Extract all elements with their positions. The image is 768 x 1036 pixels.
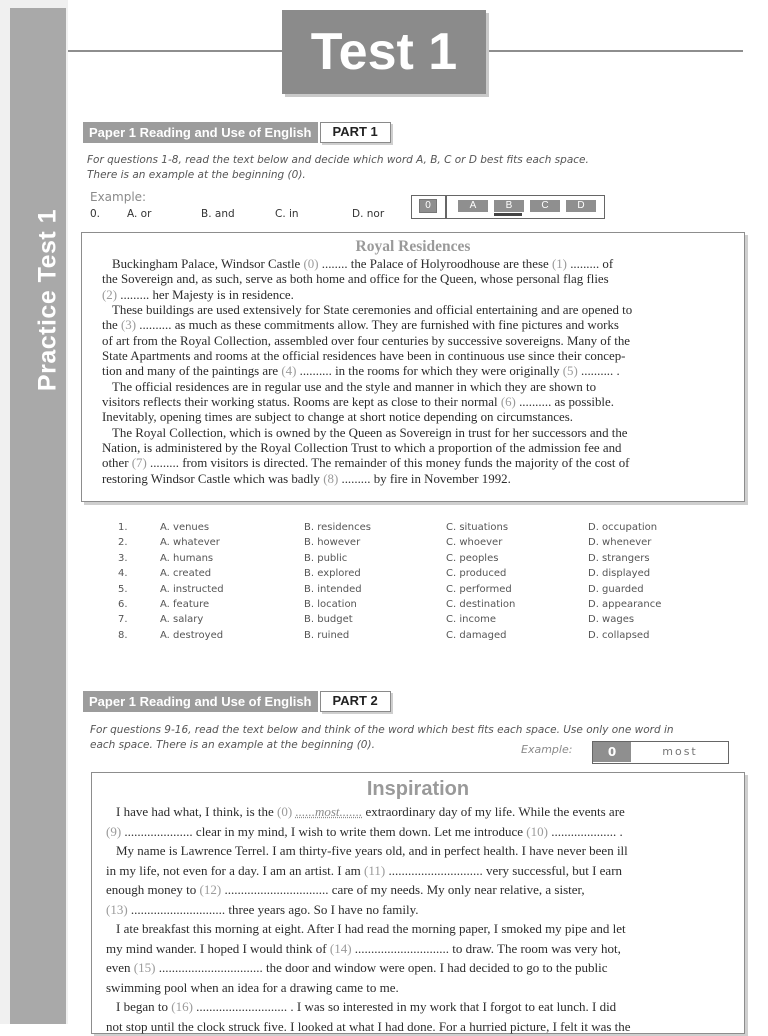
- option-a: A. destroyed: [160, 629, 224, 641]
- option-number: 7.: [118, 614, 128, 626]
- option-row: [118, 614, 678, 629]
- option-row: [118, 584, 678, 599]
- answer-selected-mark: [494, 213, 522, 216]
- part1-answer-grid: [411, 195, 605, 219]
- gap-number: (0): [277, 804, 293, 819]
- practice-test-label: Practice Test 1: [33, 208, 62, 392]
- paragraph: These buildings are used extensively for State ceremonies and official entertaining and are opened to the (3) .......... as much as these commitments allow. They are furnished with fine pictures and works of art from the Royal Collection, assembled over four centuries by successive sovereigns. Many of the State Apartments and rooms at the official residences have been in continuous use since their concep- tion and many of the paintings are (4) .......... in the rooms for which they were originally (5) .......... .: [102, 303, 633, 379]
- example-answer-inline: ......most.......: [295, 804, 363, 819]
- gap-number: (2): [102, 287, 118, 302]
- gap-number: (13): [106, 901, 128, 917]
- option-b: B. location: [304, 598, 357, 610]
- part2-example-number: 0: [593, 742, 631, 762]
- option-b: B. however: [304, 537, 361, 549]
- part1-example-option-a: A. or: [127, 208, 152, 220]
- part2-part-label: PART 2: [320, 691, 391, 712]
- option-number: 3.: [118, 552, 128, 564]
- option-b: B. residences: [304, 522, 371, 533]
- part1-instructions-line: There is an example at the beginning (0).: [87, 169, 306, 181]
- option-d: D. displayed: [588, 568, 651, 580]
- option-row: [118, 522, 678, 537]
- paragraph: The official residences are in regular use and the style and manner in which they are shown to visitors reflects their working status. Rooms are kept as close to their normal (6) .......... as possible. Inevitably, opening times are subject to change at short notice depending on circumstances.: [102, 379, 614, 425]
- paragraph: I have had what, I think, is the (0) ......most....... extraordinary day of my life. While the events are (9) ..................... clear in my mind, I wish to write them down. Let me introduce (10) .................... .: [106, 804, 625, 839]
- option-d: D. collapsed: [588, 629, 650, 641]
- option-d: D. whenever: [588, 537, 652, 549]
- option-c: C. damaged: [446, 629, 507, 641]
- paragraph: I ate breakfast this morning at eight. After I had read the morning paper, I smoked my pipe and let my mind wander. I hoped I would think of (14) ............................. to draw. The room was very hot, even (15) ................................ the door and window were open. I had decided to go to the public swimming pool when an idea for a drawing came to me.: [106, 921, 626, 995]
- option-a: A. whatever: [160, 537, 220, 549]
- part2-example-box: [592, 741, 729, 764]
- part1-text-title: Royal Residences: [355, 238, 471, 255]
- part2-example-answer: most: [662, 745, 698, 758]
- option-a: A. instructed: [160, 583, 224, 595]
- paragraph: My name is Lawrence Terrel. I am thirty-five years old, and in perfect health. I have never been ill in my life, not even for a day. I am an artist. I am (11) ............................. very successful, but I earn enough money to (12) ................................ care of my needs. My only near relative, a sister, (13) ............................. three years ago. So I have no family.: [106, 843, 628, 917]
- option-b: B. intended: [304, 583, 362, 595]
- option-number: 1.: [118, 522, 128, 533]
- answer-grid-divider: [445, 196, 447, 218]
- gap-number: (16): [171, 999, 193, 1014]
- part1-instructions-line: For questions 1-8, read the text below and decide which word A, B, C or D best fits each space.: [87, 154, 589, 166]
- part1-example-option-c: C. in: [275, 208, 299, 220]
- gap-number: (0): [303, 257, 319, 271]
- gap-number: (6): [500, 395, 516, 410]
- option-c: C. income: [446, 614, 496, 626]
- part1-instructions: [87, 153, 727, 183]
- gap-number: (8): [323, 471, 339, 486]
- option-row: [118, 599, 678, 614]
- option-c: C. performed: [446, 583, 512, 595]
- gap-number: (7): [131, 456, 147, 471]
- part2-instructions-line: For questions 9-16, read the text below and think of the word which best fits each space. Use only one word in: [90, 724, 674, 736]
- gap-number: (5): [562, 364, 578, 379]
- option-c: C. destination: [446, 598, 516, 610]
- gap-number: (10): [526, 823, 548, 839]
- gap-number: (11): [364, 862, 386, 878]
- option-b: B. public: [304, 552, 348, 564]
- option-d: D. appearance: [588, 598, 662, 610]
- gap-number: (1): [551, 257, 567, 271]
- gap-number: (14): [329, 940, 352, 956]
- option-d: D. occupation: [588, 522, 658, 533]
- paragraph: Buckingham Palace, Windsor Castle (0) ........ the Palace of Holyroodhouse are these (1) ......... of the Sovereign and, as such, serve as both home and office for the Queen, whose personal flag flies (2) ......... her Majesty is in residence.: [102, 257, 614, 302]
- option-number: 4.: [118, 568, 128, 580]
- part1-part-label: PART 1: [320, 122, 391, 143]
- part2-text-title: Inspiration: [366, 778, 470, 800]
- option-a: A. humans: [160, 552, 214, 564]
- part1-example-label: Example:: [90, 190, 147, 204]
- option-c: C. whoever: [446, 537, 503, 549]
- page-title: Test 1: [282, 10, 486, 94]
- option-row: [118, 537, 678, 552]
- gap-number: (9): [106, 823, 122, 839]
- part1-example-number: 0.: [90, 208, 101, 220]
- answer-grid-d: D: [566, 200, 596, 212]
- option-row: [118, 568, 678, 583]
- option-b: B. explored: [304, 568, 361, 580]
- part2-example-label: Example:: [521, 743, 573, 756]
- gap-number: (15): [133, 960, 156, 975]
- option-number: 2.: [118, 537, 128, 549]
- answer-grid-zero: 0: [419, 199, 437, 213]
- option-b: B. budget: [304, 614, 353, 626]
- part2-header: [83, 691, 391, 712]
- option-number: 8.: [118, 629, 128, 641]
- sidebar-strip: [10, 8, 66, 1024]
- option-a: A. feature: [160, 598, 210, 610]
- gap-number: (4): [281, 364, 297, 379]
- answer-grid-c: C: [530, 200, 560, 212]
- option-c: C. peoples: [446, 552, 499, 564]
- option-c: C. situations: [446, 522, 509, 533]
- option-d: D. wages: [588, 614, 635, 626]
- option-row: [118, 553, 678, 568]
- option-a: A. created: [160, 568, 212, 580]
- paragraph: I began to (16) ............................ . I was so interested in my work that I forgot to eat lunch. I did not stop until the clock struck five. I looked at what I had done. For a hurried picture, I felt it was the: [106, 999, 631, 1034]
- paragraph: The Royal Collection, which is owned by the Queen as Sovereign in trust for her successors and the Nation, is administered by the Royal Collection Trust to which a proportion of the admission fee and other (7) ......... from visitors is directed. The remainder of this money funds the majority of the cost of restoring Windsor Castle which was badly (8) ......... by fire in November 1992.: [102, 425, 630, 486]
- option-row: [118, 630, 678, 645]
- option-d: D. guarded: [588, 583, 644, 595]
- part1-example-option-d: D. nor: [352, 208, 385, 220]
- part2-text-box: [91, 772, 745, 1034]
- part1-text-body: [102, 257, 724, 487]
- options-list: [118, 522, 678, 645]
- option-number: 6.: [118, 598, 128, 610]
- gap-number: (3): [120, 318, 137, 333]
- part2-paper-label: Paper 1 Reading and Use of English: [83, 691, 318, 712]
- answer-grid-b: B: [494, 200, 524, 212]
- option-number: 5.: [118, 583, 128, 595]
- answer-grid-a: A: [458, 200, 488, 212]
- option-a: A. salary: [160, 614, 204, 626]
- option-b: B. ruined: [304, 629, 350, 641]
- part2-text-body: [106, 802, 730, 1036]
- part2-instructions-line: each space. There is an example at the beginning (0).: [90, 739, 375, 751]
- option-a: A. venues: [160, 522, 210, 533]
- part1-paper-label: Paper 1 Reading and Use of English: [83, 122, 318, 143]
- part1-example-option-b: B. and: [201, 208, 235, 220]
- option-c: C. produced: [446, 568, 507, 580]
- option-d: D. strangers: [588, 552, 650, 564]
- gap-number: (12): [199, 882, 222, 897]
- part1-header: [83, 122, 391, 143]
- part1-text-box: [81, 232, 745, 502]
- part1-options: [118, 522, 678, 645]
